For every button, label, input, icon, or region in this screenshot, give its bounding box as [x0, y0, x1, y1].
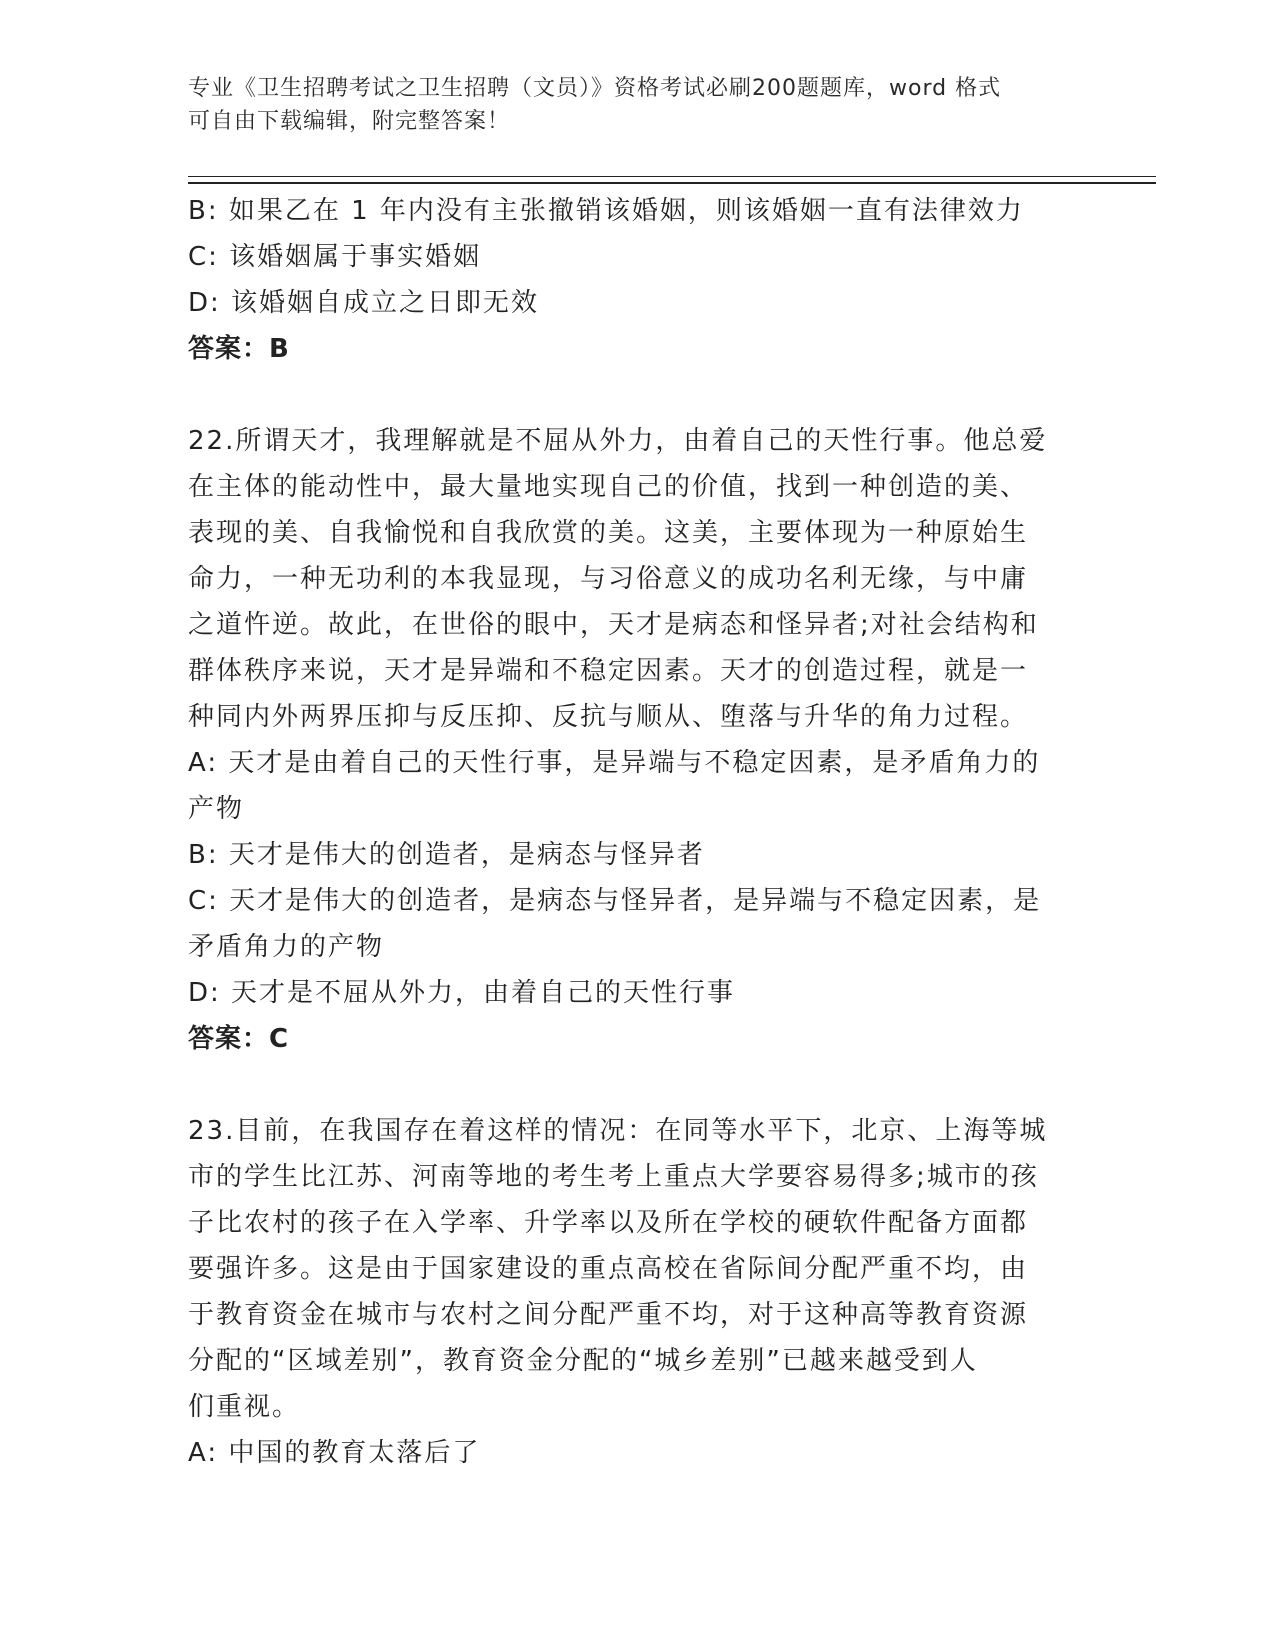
- q23-stem-line: 市的学生比江苏、河南等地的考生考上重点大学要容易得多;城市的孩: [188, 1162, 1039, 1192]
- q22-option-b: B: 天才是伟大的创造者，是病态与怪异者: [188, 840, 705, 870]
- q23-stem-line: 于教育资金在城市与农村之间分配严重不均，对于这种高等教育资源: [188, 1300, 1029, 1330]
- q22-option-a: A: 天才是由着自己的天性行事，是异端与不稳定因素，是矛盾角力的: [188, 748, 1041, 778]
- q21-answer: 答案：B: [188, 334, 290, 364]
- q22-option-c-cont: 矛盾角力的产物: [188, 932, 385, 962]
- q22-stem-line: 种同内外两界压抑与反压抑、反抗与顺从、堕落与升华的角力过程。: [188, 702, 1029, 732]
- q22-option-c: C: 天才是伟大的创造者，是病态与怪异者，是异端与不稳定因素，是: [188, 886, 1042, 916]
- q21-option-b: B: 如果乙在 1 年内没有主张撤销该婚姻，则该婚姻一直有法律效力: [188, 196, 1024, 226]
- q22-stem-line: 表现的美、自我愉悦和自我欣赏的美。这美，主要体现为一种原始生: [188, 518, 1029, 548]
- q22-option-a-cont: 产物: [188, 794, 245, 824]
- header-divider-thick: [188, 182, 1156, 184]
- q23-option-a: A: 中国的教育太落后了: [188, 1438, 481, 1468]
- q23-stem-line: 们重视。: [188, 1392, 301, 1422]
- q21-option-c: C: 该婚姻属于事实婚姻: [188, 242, 482, 272]
- q22-stem-line: 群体秩序来说，天才是异端和不稳定因素。天才的创造过程，就是一: [188, 656, 1029, 686]
- q22-stem-line: 在主体的能动性中，最大量地实现自己的价值，找到一种创造的美、: [188, 472, 1029, 502]
- question-23: [188, 1108, 1078, 1476]
- header-line-1: 专业《卫生招聘考试之卫生招聘（文员）》资格考试必刷200题题库，word 格式: [188, 76, 1002, 101]
- question-22: [188, 418, 1078, 1062]
- q22-option-d: D: 天才是不屈从外力，由着自己的天性行事: [188, 978, 736, 1008]
- question-21-options: [188, 188, 1078, 372]
- q22-stem-line: 22.所谓天才，我理解就是不屈从外力，由着自己的天性行事。他总爱: [188, 426, 1048, 456]
- q22-stem-line: 之道忤逆。故此，在世俗的眼中，天才是病态和怪异者;对社会结构和: [188, 610, 1039, 640]
- q21-option-d: D: 该婚姻自成立之日即无效: [188, 288, 540, 318]
- q23-stem-line: 分配的“区域差别”，教育资金分配的“城乡差别”已越来越受到人: [188, 1346, 978, 1376]
- header-line-2: 可自由下载编辑，附完整答案！: [188, 109, 511, 134]
- spacer: [188, 1062, 1078, 1108]
- q23-stem-line: 23.目前，在我国存在着这样的情况：在同等水平下，北京、上海等城: [188, 1116, 1048, 1146]
- header-divider-thin: [188, 176, 1156, 177]
- q23-stem-line: 要强许多。这是由于国家建设的重点高校在省际间分配严重不均，由: [188, 1254, 1029, 1284]
- q22-answer: 答案：C: [188, 1024, 290, 1054]
- q23-stem-line: 子比农村的孩子在入学率、升学率以及所在学校的硬软件配备方面都: [188, 1208, 1029, 1238]
- spacer: [188, 372, 1078, 418]
- q22-stem-line: 命力，一种无功利的本我显现，与习俗意义的成功名利无缘，与中庸: [188, 564, 1029, 594]
- document-header: [188, 72, 1068, 138]
- document-body: [188, 188, 1078, 1476]
